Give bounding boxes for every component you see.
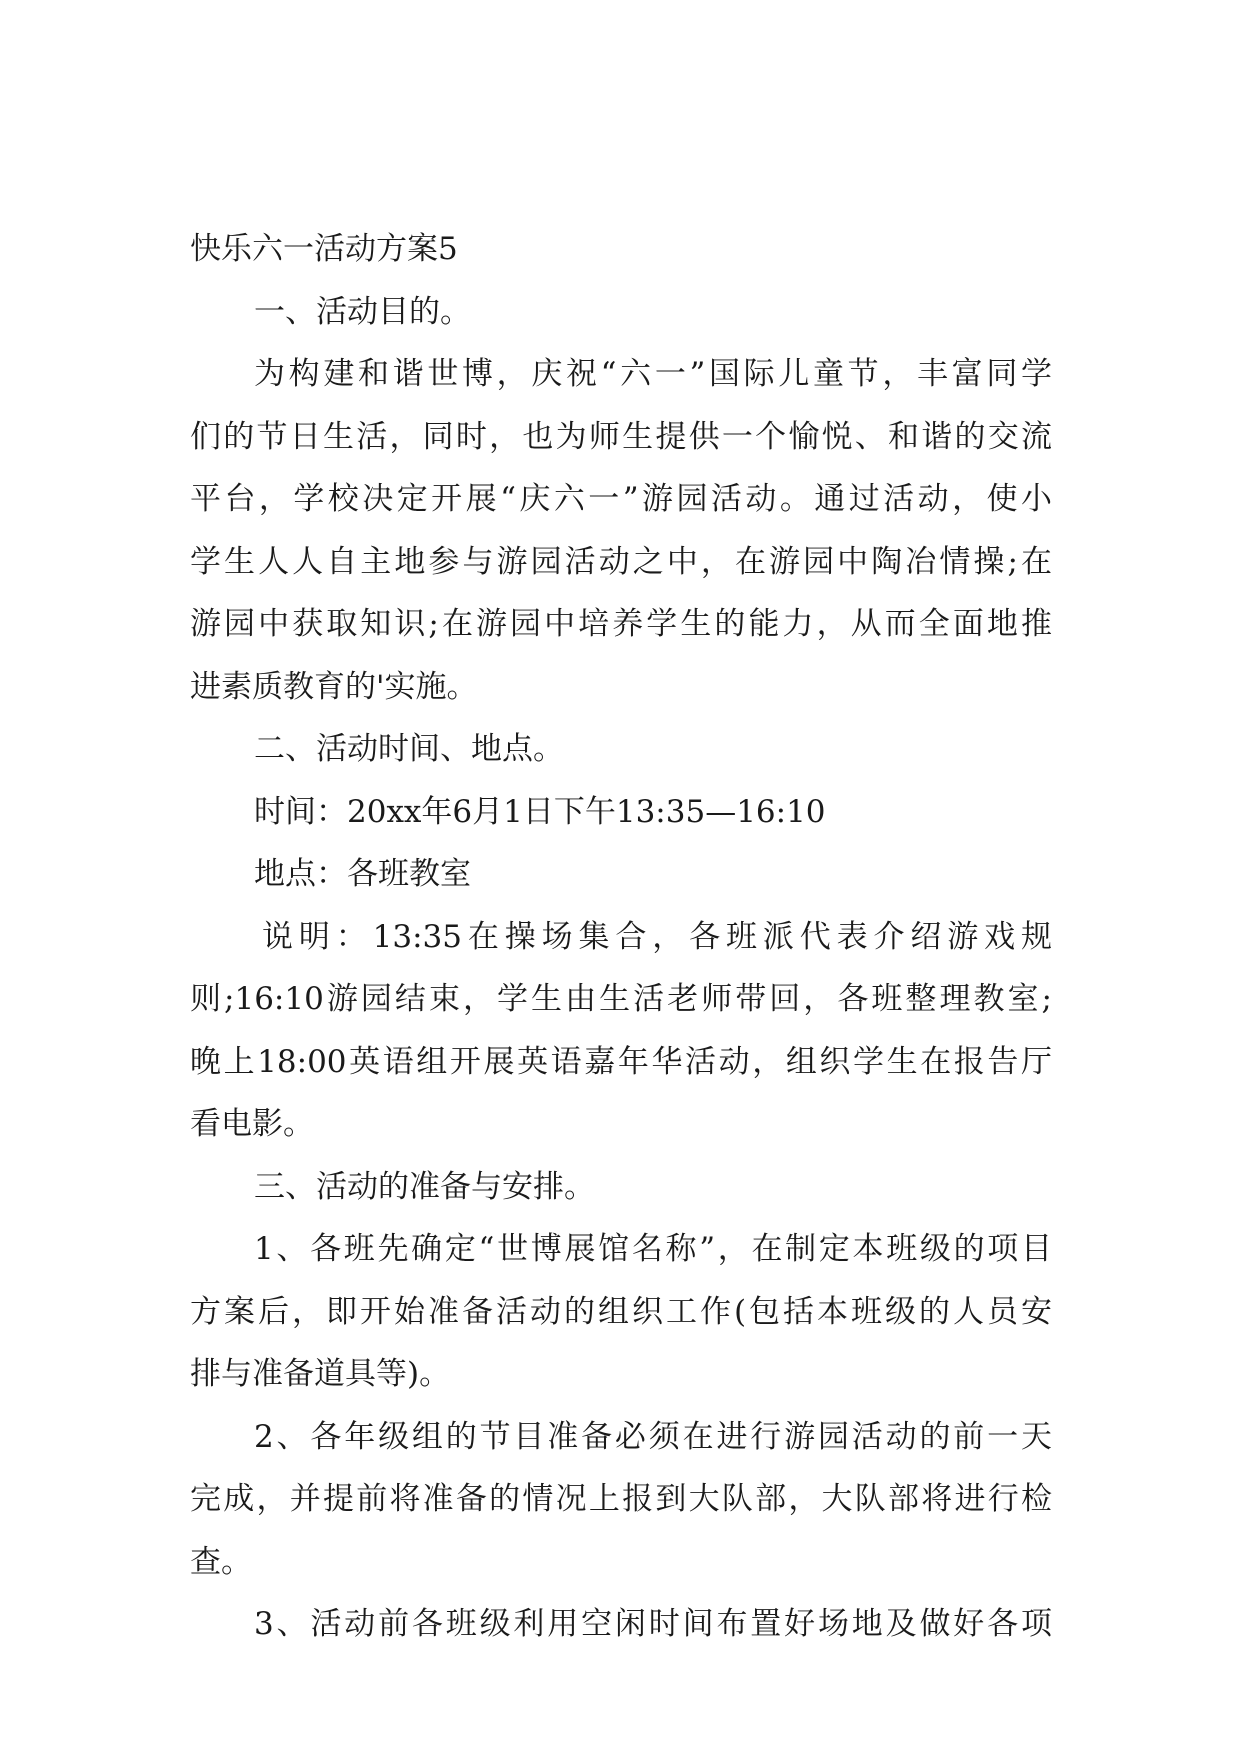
paragraph-line: 游园中获取知识;在游园中培养学生的能力，从而全面地推	[190, 606, 1052, 642]
paragraph-line: 看电影。	[190, 1106, 314, 1142]
time-line: 时间：20xx年6月1日下午13:35—16:10	[254, 793, 826, 830]
paragraph-line: 们的节日生活，同时，也为师生提供一个愉悦、和谐的交流	[190, 418, 1052, 455]
document-body	[190, 218, 1052, 1656]
paragraph-line: 为构建和谐世博，庆祝“六一”国际儿童节，丰富同学	[254, 356, 1052, 392]
paragraph-line: 完成，并提前将准备的情况上报到大队部，大队部将进行检	[190, 1481, 1052, 1517]
paragraph-line: 进素质教育的'实施。	[190, 668, 478, 705]
paragraph-line: 平台，学校决定开展“庆六一”游园活动。通过活动，使小	[190, 481, 1052, 517]
paragraph-line: 方案后，即开始准备活动的组织工作(包括本班级的人员安	[190, 1293, 1052, 1330]
paragraph-line: 查。	[190, 1543, 252, 1580]
paragraph-line: 排与准备道具等)。	[190, 1356, 451, 1392]
paragraph-line: 3、活动前各班级利用空闲时间布置好场地及做好各项	[254, 1606, 1052, 1642]
section-heading-2: 二、活动时间、地点。	[254, 731, 564, 767]
paragraph-purpose	[190, 343, 1052, 718]
list-item-3	[190, 1593, 1052, 1656]
paragraph-line: 2、各年级组的节目准备必须在进行游园活动的前一天	[254, 1418, 1052, 1455]
paragraph-line: 说明：13:35在操场集合，各班派代表介绍游戏规	[262, 918, 1052, 955]
paragraph-line: 晚上18:00英语组开展英语嘉年华活动，组织学生在报告厅	[190, 1043, 1052, 1080]
section-heading-1: 一、活动目的。	[254, 293, 471, 330]
section-heading-3: 三、活动的准备与安排。	[254, 1168, 595, 1205]
paragraph-line: 则;16:10游园结束，学生由生活老师带回，各班整理教室;	[190, 981, 1052, 1017]
paragraph-line: 学生人人自主地参与游园活动之中，在游园中陶冶情操;在	[190, 543, 1052, 580]
paragraph-line: 1、各班先确定“世博展馆名称”，在制定本班级的项目	[254, 1231, 1052, 1267]
paragraph-note	[190, 906, 1052, 1156]
list-item-2	[190, 1406, 1052, 1594]
place-line: 地点：各班教室	[254, 856, 471, 892]
list-item-1	[190, 1218, 1052, 1406]
document-title: 快乐六一活动方案5	[190, 231, 458, 267]
